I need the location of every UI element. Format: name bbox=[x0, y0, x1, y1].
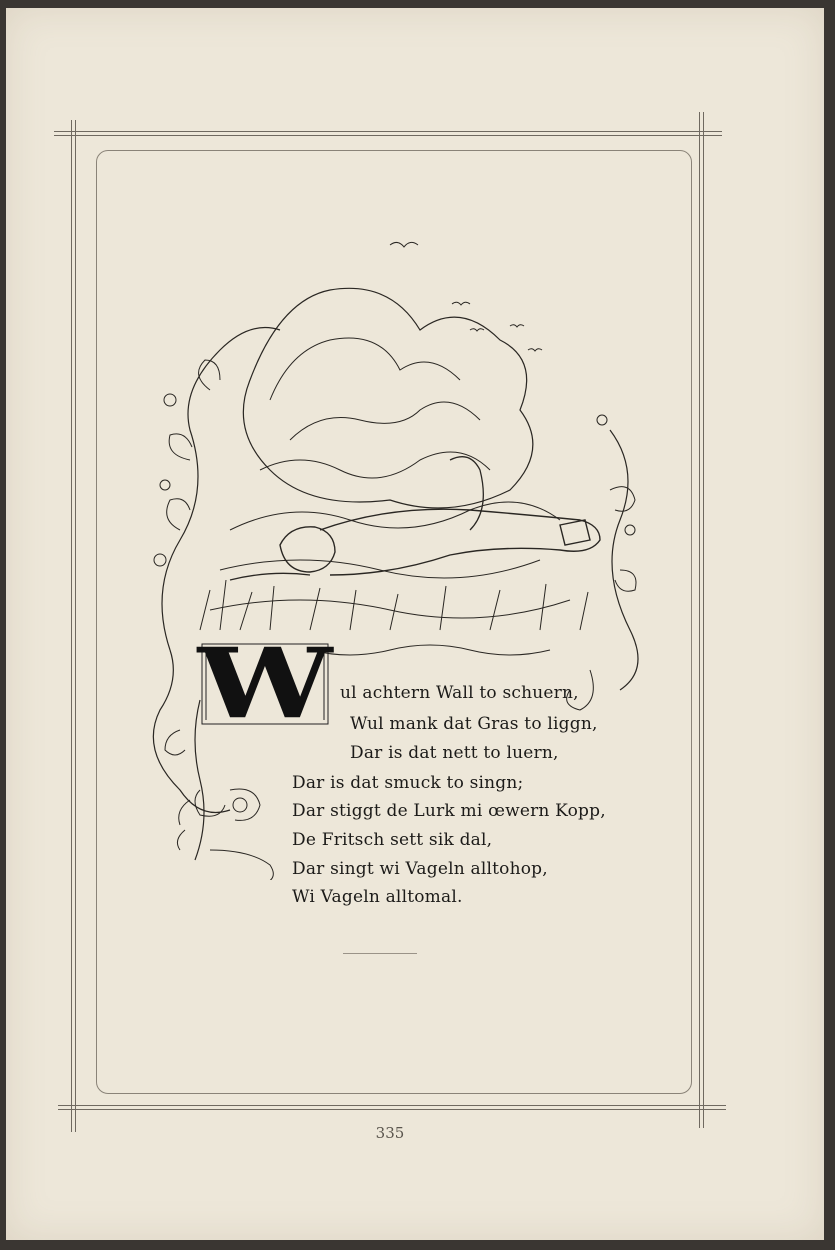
section-divider bbox=[343, 953, 417, 954]
page-number: 335 bbox=[375, 1124, 405, 1142]
poem-line: ul achtern Wall to schuern, bbox=[340, 683, 579, 703]
poem-line: De Fritsch sett sik dal, bbox=[292, 830, 493, 850]
poem-line: Wul mank dat Gras to liggn, bbox=[350, 714, 598, 734]
initial-letter: W bbox=[197, 627, 333, 740]
poem-line: Dar is dat smuck to singn; bbox=[292, 773, 524, 793]
poem-line: Dar singt wi Vageln alltohop, bbox=[292, 859, 548, 879]
poem-line: Wi Vageln alltomal. bbox=[292, 887, 463, 907]
poem-line: Dar is dat nett to luern, bbox=[350, 743, 559, 763]
poem-line: Dar stiggt de Lurk mi œwern Kopp, bbox=[292, 801, 606, 821]
